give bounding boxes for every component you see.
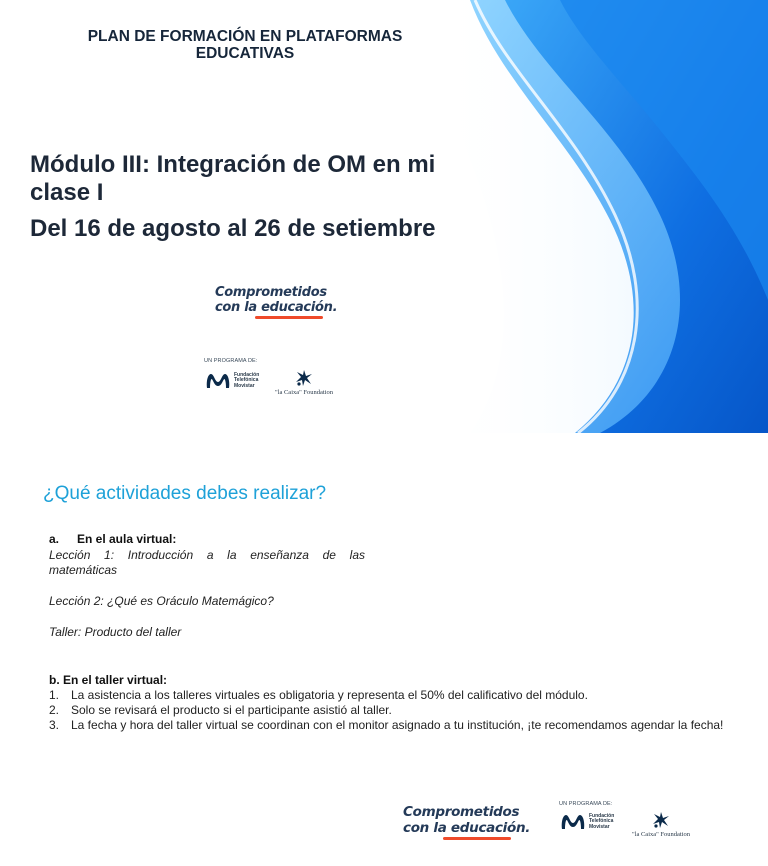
workshop-item: Taller: Producto del taller	[49, 625, 182, 639]
tagline-underline	[443, 837, 511, 840]
program-label: UN PROGRAMA DE:	[204, 358, 258, 364]
section-b-list	[49, 688, 741, 733]
section-a-label: En el aula virtual:	[77, 532, 177, 546]
tagline-underline	[255, 316, 323, 319]
movistar-text-2: Telefónica	[589, 818, 614, 825]
caixa-star-icon	[291, 368, 317, 388]
section-b-title: b. En el taller virtual:	[49, 673, 168, 687]
list-item	[49, 718, 741, 733]
la-caixa-logo	[275, 368, 333, 396]
lesson-1	[49, 548, 365, 578]
caixa-text: "la Caixa" Foundation	[275, 389, 334, 396]
movistar-text-1: Fundación	[234, 371, 260, 378]
list-item	[49, 703, 741, 718]
movistar-text-2: Telefónica	[234, 377, 259, 384]
tagline-logo	[215, 285, 337, 315]
lesson-1-line2: matemáticas	[49, 563, 118, 577]
activities-heading: ¿Qué actividades debes realizar?	[43, 483, 327, 504]
tagline-line1: Comprometidos	[215, 285, 327, 300]
list-item	[49, 688, 741, 703]
fundacion-movistar-logo	[205, 372, 259, 390]
tagline-line2: con la educación.	[215, 300, 338, 315]
list-item-text: Solo se revisará el producto si el participante asistió al taller.	[71, 703, 392, 717]
movistar-m-icon	[205, 372, 231, 390]
activities-slide	[0, 433, 768, 866]
movistar-text-1: Fundación	[589, 812, 615, 819]
la-caixa-logo-footer	[632, 810, 690, 838]
module-title: Módulo III: Integración de OM en mi clase I	[30, 151, 436, 206]
list-item-number: 1.	[49, 688, 60, 702]
list-item-number: 2.	[49, 703, 60, 717]
caixa-star-icon	[648, 810, 674, 830]
list-item-text: La asistencia a los talleres virtuales es obligatoria y representa el 50% del calificativo del módulo.	[71, 688, 588, 702]
program-label-footer: UN PROGRAMA DE:	[559, 801, 613, 807]
movistar-text-3: Movistar	[589, 823, 610, 830]
movistar-text-3: Movistar	[234, 382, 255, 389]
movistar-m-icon	[560, 813, 586, 831]
tagline-line2: con la educación.	[403, 820, 531, 836]
tagline-line1: Comprometidos	[403, 804, 520, 820]
section-a-title	[49, 532, 176, 546]
fundacion-movistar-logo-footer	[560, 813, 614, 831]
list-item-number: 3.	[49, 718, 60, 732]
lesson-2: Lección 2: ¿Qué es Oráculo Matemágico?	[49, 594, 274, 608]
list-item-text: La fecha y hora del taller virtual se coordinan con el monitor asignado a tu institución, ¡te recomendamos agendar la fecha!	[71, 718, 724, 732]
section-a-letter: a.	[49, 532, 60, 546]
module-dates: Del 16 de agosto al 26 de setiembre	[30, 215, 436, 242]
caixa-text: "la Caixa" Foundation	[632, 831, 691, 838]
tagline-logo-footer	[403, 804, 530, 836]
lesson-1-line1: Lección 1: Introducción a la enseñanza de las	[49, 548, 365, 562]
plan-title: PLAN DE FORMACIÓN EN PLATAFORMAS EDUCATIVAS	[87, 28, 403, 62]
